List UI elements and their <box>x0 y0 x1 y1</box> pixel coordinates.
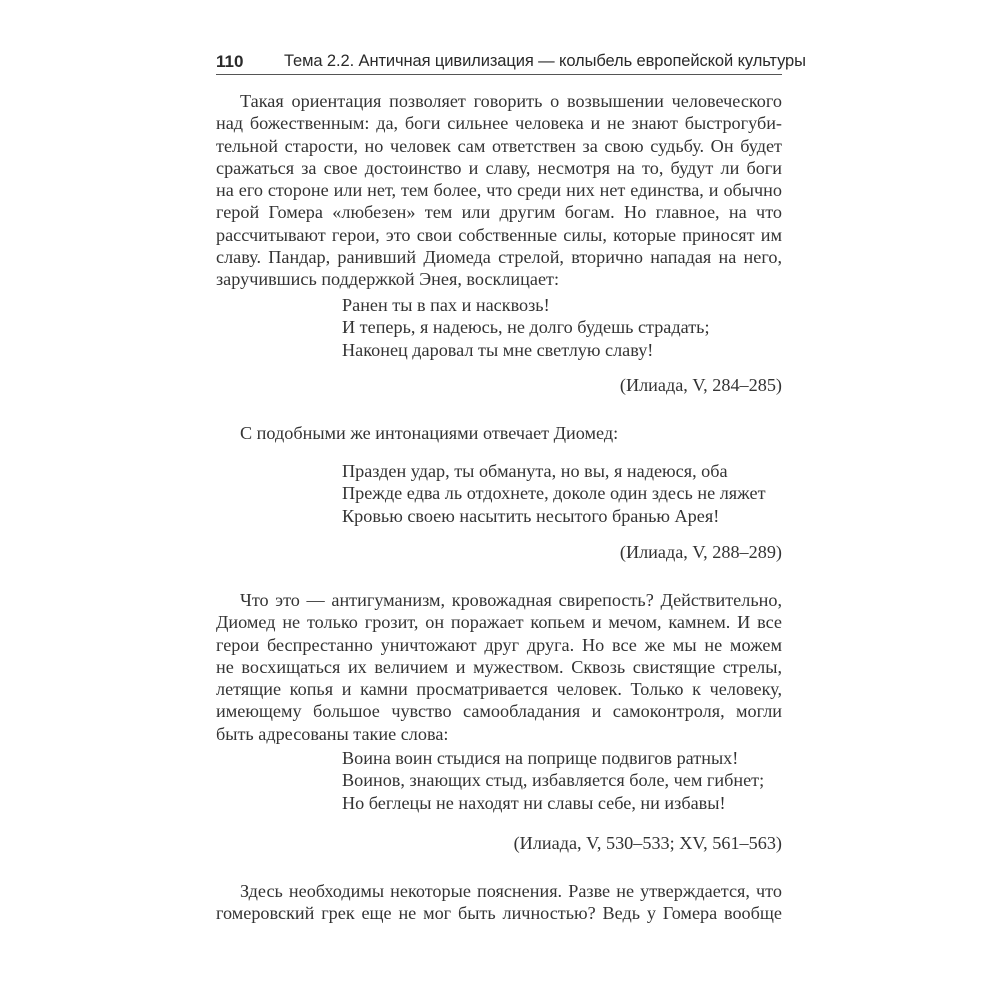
text-line: С подобными же интонациями отвечает Диомед: <box>240 423 619 443</box>
citation: (Илиада, V, 530–533; XV, 561–563) <box>513 833 782 853</box>
verse-line: Кровью своею насытить несытого бранью Арея! <box>342 505 720 526</box>
verse-line: И теперь, я надеюсь, не долго будешь страдать; <box>342 317 710 338</box>
text-line: быть адресованы такие слова: <box>216 723 449 744</box>
text-line: тельной старости, но человек сам ответствен за свою судьбу. Он будет <box>216 135 782 156</box>
text-line: славу. Пандар, ранивший Диомеда стрелой, вторично нападая на него, <box>216 247 782 268</box>
text-line: гомеровский грек еще не мог быть личностью? Ведь у Гомера вообще <box>216 903 782 924</box>
text-line: летящие копья и камни просматривается человек. Только к человеку, <box>216 679 782 700</box>
text-line: имеющему большое чувство самообладания и самоконтроля, могли <box>216 701 782 722</box>
text-line: на его стороне или нет, тем более, что среди них нет единства, и обычно <box>216 180 782 201</box>
text-line: рассчитывают герои, это свои собственные силы, которые приносят им <box>216 224 782 245</box>
verse-line: Прежде едва ль отдохнете, доколе один здесь не ляжет <box>342 483 766 504</box>
text-line: герой Гомера «любезен» тем или другим богам. Но главное, на что <box>216 202 782 223</box>
verse-line: Наконец даровал ты мне светлую славу! <box>342 339 654 360</box>
verse-line: Воина воин стыдися на поприще подвигов ратных! <box>342 748 739 768</box>
verse-line: Но беглецы не находят ни славы себе, ни избавы! <box>342 792 726 813</box>
paragraph <box>216 589 782 745</box>
text-line: над божественным: да, боги сильнее человека и не знают быстрогуби- <box>216 113 782 134</box>
text-line: не восхищаться их величием и мужеством. Сквозь свистящие стрелы, <box>216 656 782 677</box>
paragraph <box>216 422 782 444</box>
citation: (Илиада, V, 288–289) <box>619 542 782 562</box>
verse-line: Ранен ты в пах и насквозь! <box>342 295 550 315</box>
verse-line: Празден удар, ты обманута, но вы, я надеюся, оба <box>342 461 728 481</box>
text-line: Что это — антигуманизм, кровожадная свирепость? Действительно, <box>240 590 782 610</box>
paragraph <box>216 90 782 291</box>
verse-quote <box>342 747 764 814</box>
text-line: герои беспрестанно уничтожают друг друга. Но все же мы не можем <box>216 634 782 655</box>
verse-quote <box>342 294 710 361</box>
running-header <box>216 52 806 75</box>
page-number: 110 <box>216 52 244 71</box>
text-line: сражаться за свое достоинство и славу, несмотря на то, будут ли боги <box>216 157 782 178</box>
chapter-title: Тема 2.2. Античная цивилизация — колыбель европейской культуры <box>284 52 806 70</box>
text-line: Такая ориентация позволяет говорить о возвышении человеческого <box>240 91 782 111</box>
verse-quote <box>342 460 766 527</box>
text-line: заручившись поддержкой Энея, восклицает: <box>216 269 560 290</box>
paragraph <box>216 880 782 925</box>
text-line: Диомед не только грозит, он поражает копьем и мечом, камнем. И все <box>216 612 782 633</box>
citation: (Илиада, V, 284–285) <box>619 375 782 395</box>
verse-line: Воинов, знающих стыд, избавляется боле, чем гибнет; <box>342 770 765 791</box>
text-line: Здесь необходимы некоторые пояснения. Разве не утверждается, что <box>240 881 782 901</box>
